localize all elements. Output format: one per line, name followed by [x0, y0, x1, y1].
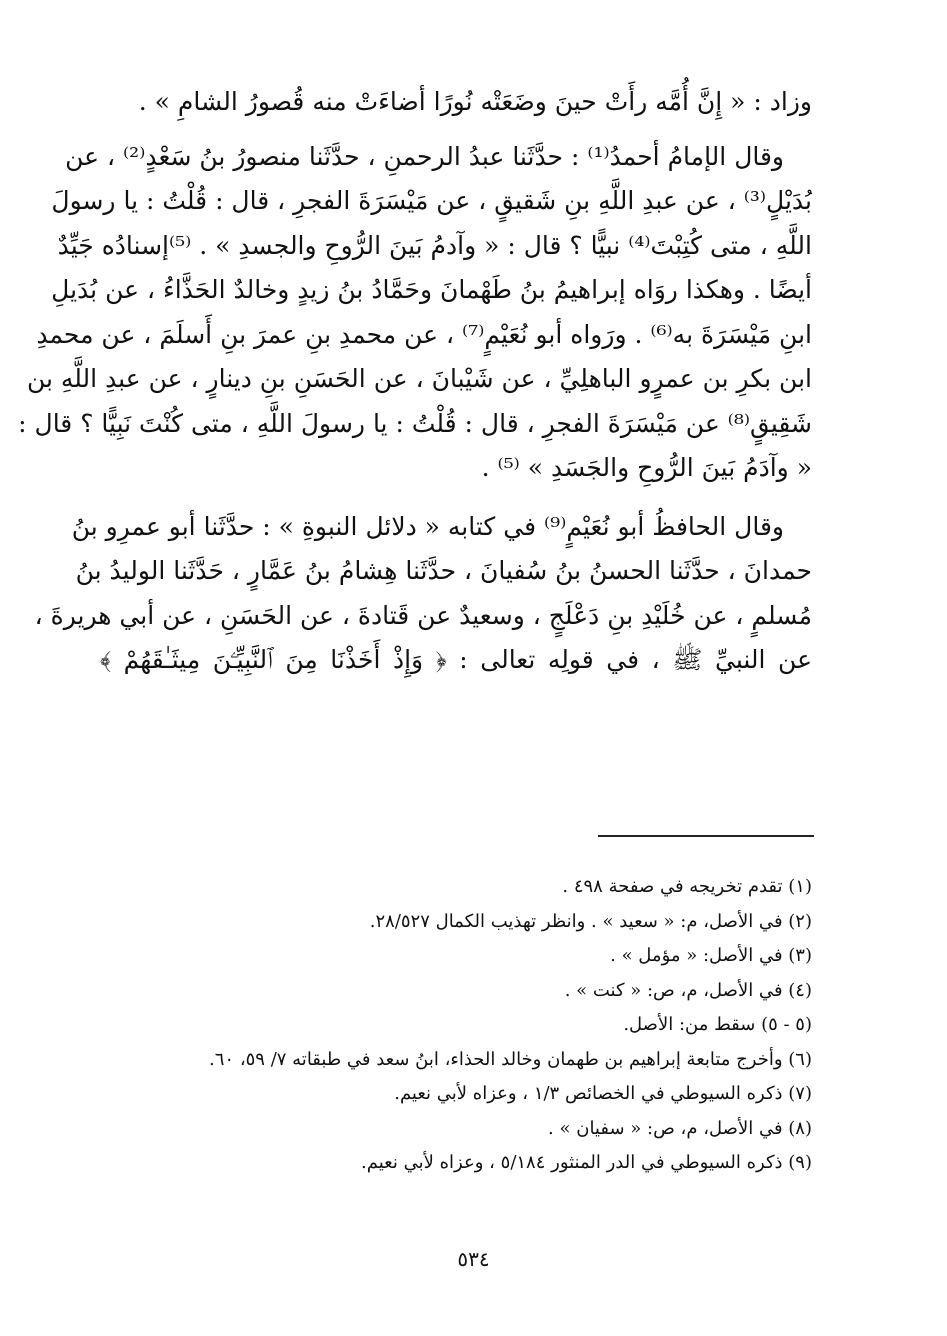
paragraph-1: [100, 80, 812, 125]
footnote: (٤) في الأصل، م، ص: « كنت » .: [564, 979, 812, 1001]
footnote: (٥ - ٥) سقط من: الأصل.: [623, 1014, 812, 1035]
text-line: ابن بكرِ بن عمرٍو الباهلِيِّ ، عن شَيْبانَ ، عن الحَسَنِ بنِ دينارٍ ، عن عبدِ اللَّهِ بن: [26, 364, 812, 393]
text-line: وزاد : « إِنَّ أُمَّه رأَتْ حينَ وضَعَتْه نُورًا أضاءَتْ منه قُصورُ الشامِ » .: [138, 87, 812, 116]
text-line: « وآدَمُ بَينَ الرُّوحِ والجَسَدِ » ⁽⁵⁾ .: [481, 453, 812, 482]
text-line: وقال الإمامُ أحمدُ⁽¹⁾ : حدَّثَنا عبدُ الرحمنِ ، حدَّثَنا منصورُ بنُ سَعْدٍ⁽²⁾ ، عن: [65, 141, 784, 171]
paragraph-2: [18, 135, 812, 491]
footnotes: [100, 870, 812, 1181]
text-line: شَقِيقٍ⁽⁸⁾ عن مَيْسَرَةَ الفجرِ ، قال : قُلْتُ : يا رسولَ اللَّهِ ، متى كُنْتَ نَبِيًّا ؟ قال :: [18, 408, 812, 438]
text-line: وقال الحافظُ أبو نُعَيْمٍ⁽⁹⁾ في كتابه « دلائل النبوةِ » : حدَّثَنا أبو عمرِو بنُ: [71, 511, 784, 541]
text-line: بُدَيْلٍ⁽³⁾ ، عن عبدِ اللَّهِ بنِ شَقيقٍ ، عن مَيْسَرَةَ الفجرِ ، قال : قُلْتُ : يا رسولَ: [51, 186, 812, 215]
footnote: (٣) في الأصل: « مؤمل » .: [610, 945, 812, 966]
footnote: (٧) ذكره السيوطي في الخصائص ١/٣ ، وعزاه لأبي نعيم.: [394, 1083, 812, 1104]
footnote-separator: [598, 835, 814, 837]
text-line: حمدانَ ، حدَّثَنا الحسنُ بنُ سُفيانَ ، حدَّثَنا هِشامُ بنُ عَمَّارٍ ، حَدَّثَنا الوليدُ بنُ: [75, 556, 812, 585]
footnote: (٨) في الأصل، م، ص: « سفيان » .: [548, 1117, 812, 1139]
text-line: اللَّهِ ، متى كُتِبْتَ⁽⁴⁾ نبيًّا ؟ قال : « وآدمُ بَينَ الرُّوحِ والجسدِ » . ⁽⁵⁾إسنادُه جَيِّدٌ: [57, 230, 812, 260]
text-line: مُسلمٍ ، عن خُلَيْدِ بنِ دَعْلَجٍ ، وسعيدٌ عن قَتادةَ ، عن الحَسَنِ ، عن أبي هريرةَ ،: [34, 600, 812, 630]
page-number: ٥٣٤: [457, 1247, 490, 1271]
paragraph-gap: [100, 125, 812, 135]
text-line: أيضًا . وهكذا روَاه إبراهيمُ بنُ طَهْمانَ وحَمَّادُ بنُ زيدٍ وخالدٌ الحَذَّاءُ ، عن بُدَيلِ: [51, 275, 812, 304]
footnote: (٩) ذكره السيوطي في الدر المنثور ٥/١٨٤ ، وعزاه لأبي نعيم.: [361, 1152, 812, 1173]
text-line: عن النبيِّ ﷺ ، في قولِه تعالى : ﴿ وَإِذْ أَخَذْنَا مِنَ ٱلنَّبِيِّـۧنَ مِيثَـٰقَهُمْ ﴾: [100, 645, 812, 674]
footnote: (٢) في الأصل، م: « سعيد » . وانظر تهذيب الكمال ٢٨/٥٢٧.: [369, 910, 812, 932]
paragraph-3: [34, 505, 812, 683]
paragraph-gap: [100, 491, 812, 505]
main-text: [18, 80, 812, 683]
text-line: ابنِ مَيْسَرَةَ به⁽⁶⁾ . ورَواه أبو نُعَيْمٍ⁽⁷⁾ ، عن محمدِ بنِ عمرَ بنِ أَسلَمَ ، عن محمدِ: [36, 319, 812, 349]
footnote: (١) تقدم تخريجه في صفحة ٤٩٨ .: [562, 876, 812, 897]
footnote: (٦) وأخرج متابعة إبراهيم بن طهمان وخالد الحذاء، ابنُ سعد في طبقاته ٧/ ٥٩، ٦٠.: [209, 1048, 812, 1070]
